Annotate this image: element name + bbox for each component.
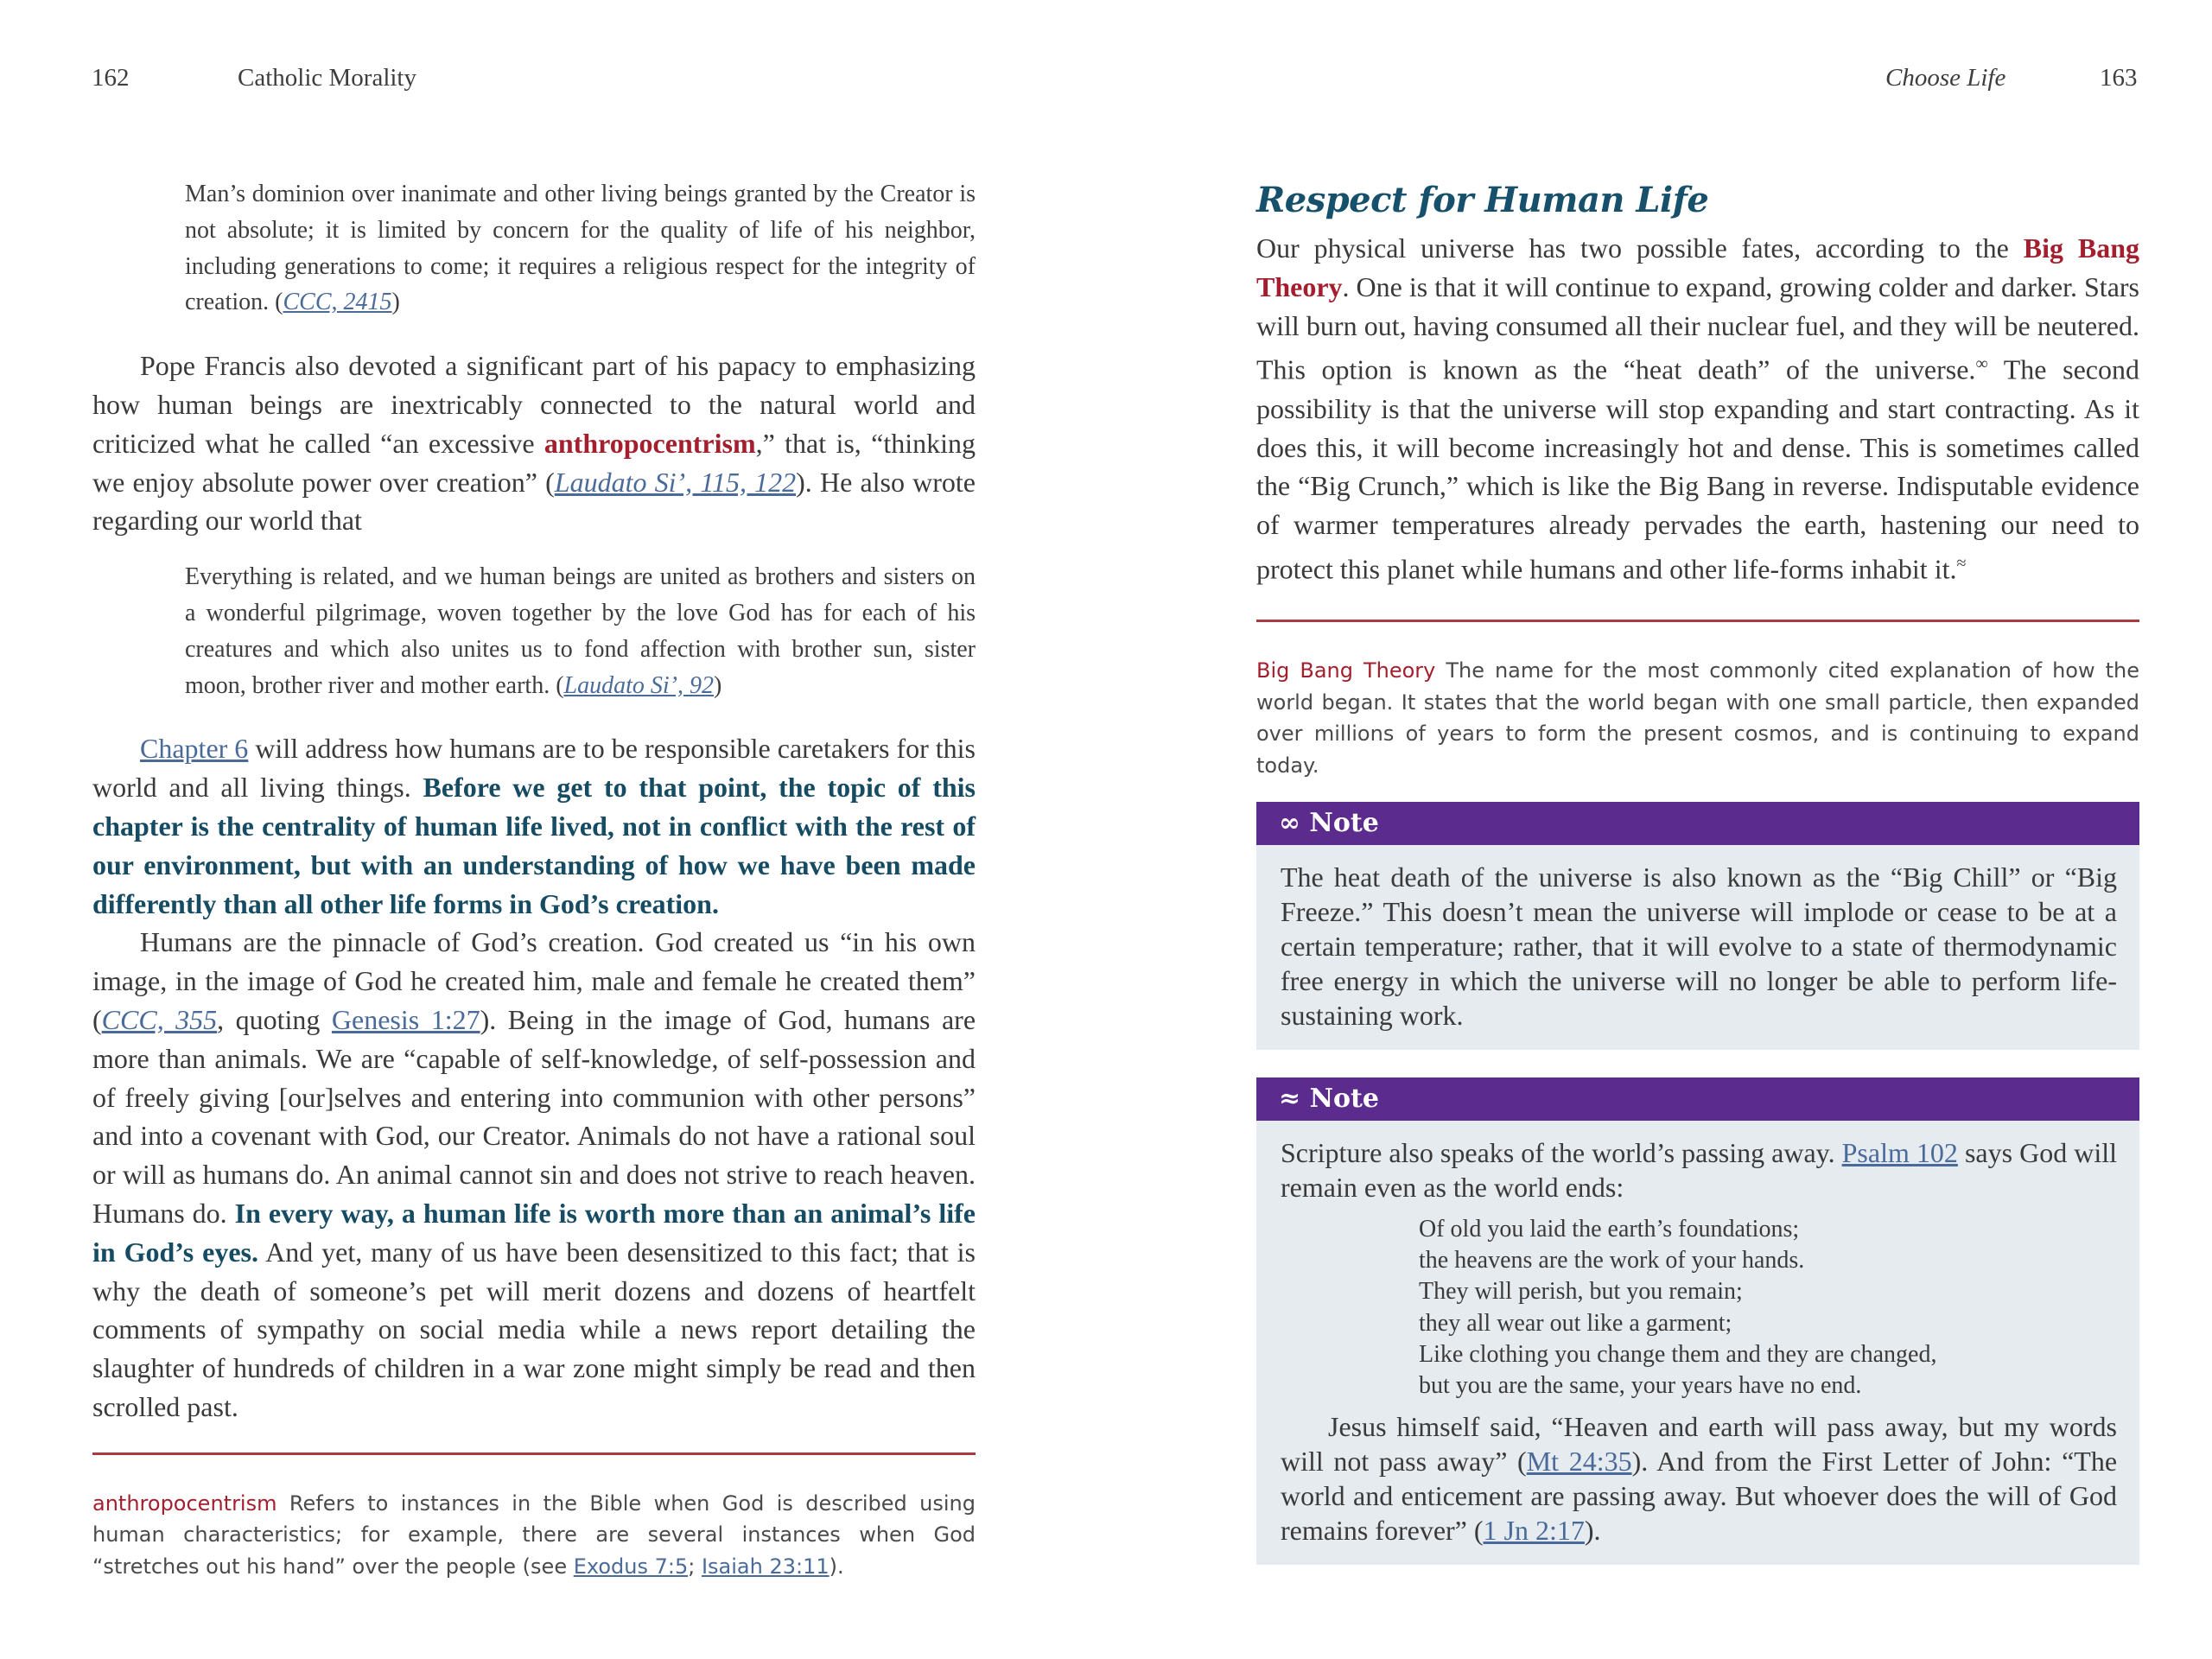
link-psalm-102[interactable]: Psalm 102: [1841, 1137, 1958, 1169]
emphasis-centrality: Before we get to that point, the topic of this chapter is the centrality of human life lived, not in conflict with the rest of our environment, but with an understanding of how we have been made differently than all other life forms in God’s creation.: [92, 772, 976, 919]
note-header: ∞ Note: [1256, 802, 2139, 845]
page-number: 163: [2100, 64, 2138, 92]
link-isaiah-23-11[interactable]: Isaiah 23:11: [701, 1554, 830, 1579]
running-head: Catholic Morality: [238, 64, 416, 92]
note-body: [1256, 1121, 2139, 1565]
glossary-term: Big Bang Theory: [1256, 658, 1436, 683]
blockquote-laudato-si: Everything is related, and we human beings are united as brothers and sisters on a wonderful pilgrimage, woven together by the love God has for each of his creatures and which also unites us to fond affection with brother sun, sister moon, brother river and mother earth. (Laudato Si’, 92): [185, 563, 976, 699]
link-ccc-355[interactable]: CCC, 355: [101, 1003, 218, 1035]
note-box-scripture: [1256, 1077, 2139, 1565]
link-laudato-si-115[interactable]: Laudato Si’, 115, 122: [554, 466, 797, 498]
glossary-divider: [92, 1452, 976, 1455]
link-chapter-6[interactable]: Chapter 6: [140, 733, 249, 765]
poem-line: Like clothing you change them and they are changed,: [1419, 1340, 1937, 1368]
glossary-term: anthropocentrism: [92, 1491, 277, 1516]
emphasis-human-life: In every way, a human life is worth more than an animal’s life in God’s eyes.: [92, 1197, 976, 1268]
note-intro: Scripture also speaks of the world’s passing away. Psalm 102 says God will remain even as the world ends:: [1281, 1137, 2118, 1204]
running-head: Choose Life: [1885, 64, 2006, 92]
note-body: The heat death of the universe is also known as the “Big Chill” or “Big Freeze.” This doesn’t mean the universe will implode or cease to be at a certain temperature; rather, that it will evolve to a state of thermodynamic free energy in which the universe will no longer be able to perform life-sustaining work.: [1281, 861, 2117, 1031]
glossary-anthropocentrism: anthropocentrism Refers to instances in the Bible when God is described using human characteristics; for example, there are several instances when God “stretches out his hand” over the people (see Exodus 7:5; Isaiah 23:11).: [92, 1491, 976, 1579]
link-genesis-1-27[interactable]: Genesis 1:27: [331, 1003, 480, 1035]
poem-line: the heavens are the work of your hands.: [1419, 1247, 1805, 1274]
link-1-jn-2-17[interactable]: 1 Jn 2:17: [1483, 1514, 1585, 1546]
glossary-big-bang: Big Bang Theory The name for the most commonly cited explanation of how the world began. It states that the world began with one small particle, then expanded over millions of years to form the present cosmos, and is continuing to expand today.: [1256, 658, 2139, 778]
paragraph-chapter-6: Chapter 6 will address how humans are to be responsible caretakers for this world and all living things. Before we get to that point, the topic of this chapter is the centrality of human life lived, not in conflict with the rest of our environment, but with an understanding of how we have been made differently than all other life forms in God’s creation.: [92, 733, 976, 919]
poem-line: They will perish, but you remain;: [1419, 1278, 1743, 1306]
section-title: Respect for Human Life: [1256, 180, 1709, 220]
note-closing: Jesus himself said, “Heaven and earth will pass away, but my words will not pass away” (Mt 24:35). And from the First Letter of John: “The world and enticement are passing away. But whoever does the will of God remains forever” (1 Jn 2:17).: [1281, 1411, 2118, 1546]
right-column: [1256, 176, 2139, 1565]
paragraph-pope-francis: Pope Francis also devoted a significant part of his papacy to emphasizing how human beings are inextricably connected to the natural world and criticized what he called “an excessive anthropocentrism,” that is, “thinking we enjoy absolute power over creation” (Laudato Si’, 115, 122). He also wrote regarding our world that: [92, 350, 976, 537]
left-column: [92, 176, 976, 1603]
paragraph-universe-fates: Our physical universe has two possible fates, according to the Big Bang Theory. One is that it will continue to expand, growing colder and darker. Stars will burn out, having consumed all their nuclear fuel, and they will be neutered. This option is known as the “heat death” of the universe.∞ The second possibility is that the universe will stop expanding and start contracting. As it does this, it will become increasingly hot and dense. This is sometimes called the “Big Crunch,” which is like the Big Bang in reverse. Indisputable evidence of warmer temperatures already pervades the earth, hastening our need to protect this planet while humans and other life-forms inhabit it.≈: [1256, 232, 2140, 585]
footnote-marker-approx[interactable]: ≈: [1956, 554, 1967, 574]
poem-psalm-102: [1419, 1214, 2117, 1402]
note-box-heat-death: [1256, 802, 2139, 1050]
glossary-divider: [1256, 620, 2139, 622]
poem-line: Of old you laid the earth’s foundations;: [1419, 1216, 1800, 1243]
poem-line: but you are the same, your years have no end.: [1419, 1372, 1862, 1400]
right-page: [1106, 0, 2212, 1659]
link-mt-24-35[interactable]: Mt 24:35: [1526, 1446, 1632, 1478]
blockquote-ccc: Man’s dominion over inanimate and other living beings granted by the Creator is not absolute; it is limited by concern for the quality of life of his neighbor, including generations to come; it requires a religious respect for the integrity of creation. (CCC, 2415): [185, 181, 976, 316]
keyterm-anthropocentrism: anthropocentrism: [543, 427, 756, 459]
footnote-marker-infinity[interactable]: ∞: [1975, 354, 1988, 374]
keyterm-big-bang: Big Bang Theory: [1256, 232, 2140, 302]
note-header: ≈ Note: [1256, 1077, 2139, 1121]
link-exodus-7-5[interactable]: Exodus 7:5: [573, 1554, 689, 1579]
paragraph-pinnacle: Humans are the pinnacle of God’s creation. God created us “in his own image, in the image of God he created him, male and female he created them” (CCC, 355, quoting Genesis 1:27). Being in the image of God, humans are more than animals. We are “capable of self-knowledge, of self-possession and of freely giving [our]selves and entering into communion with other persons” and into a covenant with God, our Creator. Animals do not have a rational soul or will as humans do. An animal cannot sin and does not strive to reach heaven. Humans do. In every way, a human life is worth more than an animal’s life in God’s eyes. And yet, many of us have been desensitized to this fact; that is why the death of someone’s pet will merit dozens and dozens of heartfelt comments of sympathy on social media while a news report detailing the slaughter of hundreds of children in a war zone might simply be read and then scrolled past.: [92, 926, 976, 1422]
poem-line: they all wear out like a garment;: [1419, 1309, 1732, 1337]
page-number: 162: [92, 64, 130, 92]
link-laudato-si-92[interactable]: Laudato Si’, 92: [563, 671, 714, 699]
link-ccc-2415[interactable]: CCC, 2415: [283, 289, 392, 316]
